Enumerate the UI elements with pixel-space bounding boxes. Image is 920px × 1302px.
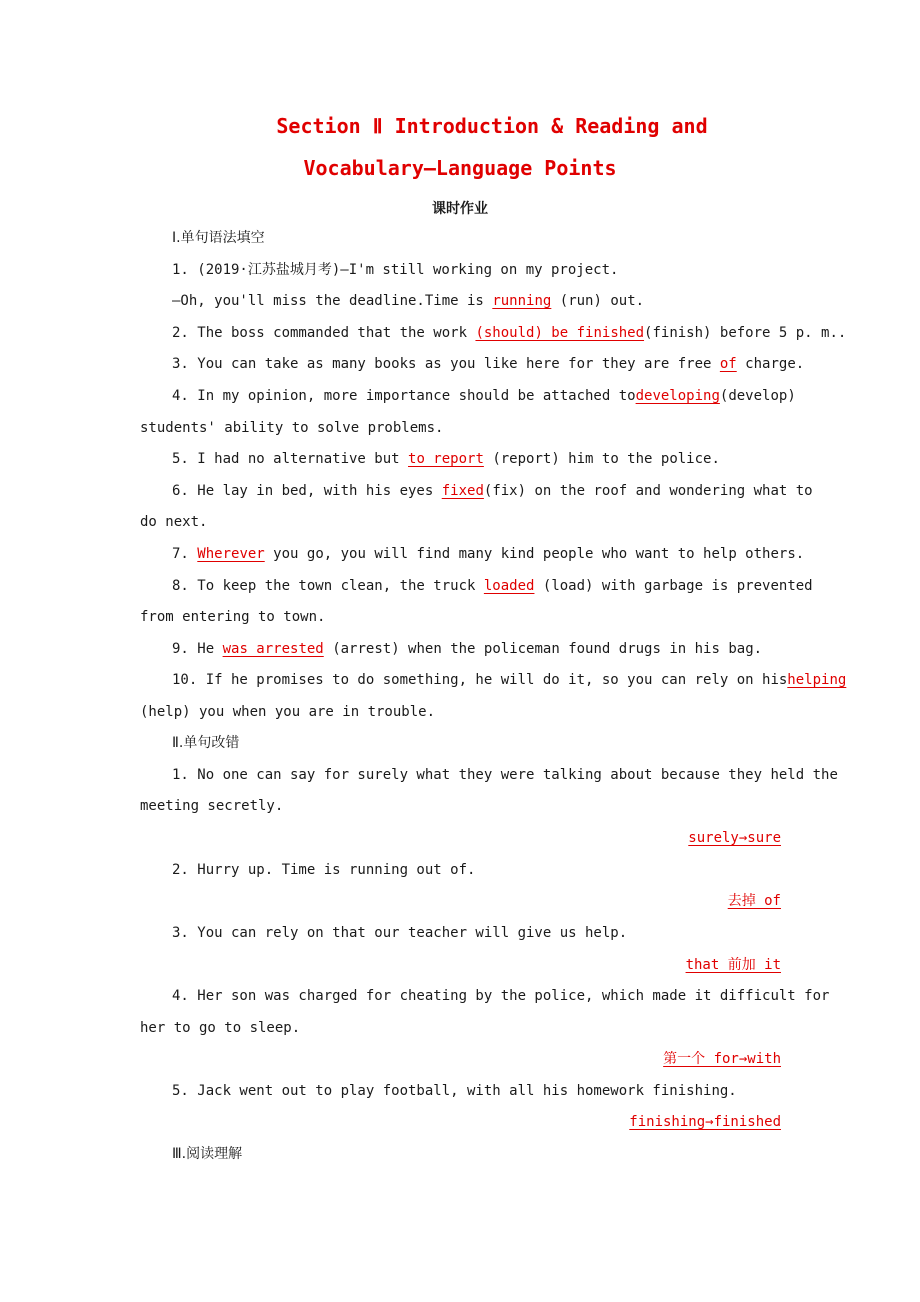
q4-line-2: students' ability to solve problems. <box>140 420 444 436</box>
s2-q4-line-2: her to go to sleep. <box>140 1020 301 1036</box>
q3-pre: 3. You can take as many books as you like here for they are free <box>172 356 712 372</box>
q3-answer: of <box>719 356 737 372</box>
q7-answer: Wherever <box>197 546 265 562</box>
q4-line-1 <box>172 387 796 405</box>
title-line-1: Section Ⅱ Introduction & Reading and <box>276 114 708 138</box>
q2-pre: 2. The boss commanded that the work <box>172 325 468 341</box>
s2-q5-line-1: 5. Jack went out to play football, with all his homework finishing. <box>172 1083 737 1099</box>
q2 <box>172 324 872 342</box>
q8-post: (load) with garbage is prevented <box>542 578 813 594</box>
q5-answer: to report <box>408 451 484 467</box>
q1-pre: —Oh, you'll miss the deadline.Time is <box>172 293 484 309</box>
q3 <box>172 355 872 373</box>
q10-answer: helping <box>787 672 847 688</box>
title-line-2: Vocabulary—Language Points <box>303 156 617 180</box>
q9-post: (arrest) when the policeman found drugs in his bag. <box>332 641 763 657</box>
q10-line-2: (help) you when you are in trouble. <box>140 704 436 720</box>
q7 <box>172 545 872 563</box>
q2-post: (finish) before 5 p. m.. <box>644 325 847 341</box>
s2-q3-answer: that 前加 it <box>685 957 781 973</box>
s2-q2-line-1: 2. Hurry up. Time is running out of. <box>172 862 476 878</box>
q1-line-1: 1. (2019·江苏盐城月考)—I'm still working on my project. <box>172 262 619 278</box>
q6-post: (fix) on the roof and wondering what to <box>483 483 813 499</box>
s2-q5-answer: finishing→finished <box>629 1114 781 1130</box>
q6-line-2: do next. <box>140 514 208 530</box>
q6-answer: fixed <box>441 483 484 499</box>
q3-post: charge. <box>745 356 805 372</box>
q5-pre: 5. I had no alternative but <box>172 451 400 467</box>
section-2-heading: Ⅱ.单句改错 <box>172 735 240 751</box>
s2-q2-answer: 去掉 of <box>727 893 781 909</box>
s2-q1-answer: surely→sure <box>688 830 781 846</box>
q8-line-1 <box>172 577 872 595</box>
q4-answer: developing <box>635 388 720 404</box>
q6-line-1 <box>172 482 872 500</box>
section-3-heading: Ⅲ.阅读理解 <box>172 1146 243 1162</box>
q7-pre: 7. <box>172 546 189 562</box>
q9 <box>172 640 872 658</box>
q8-answer: loaded <box>483 578 535 594</box>
s2-q3-line-1: 3. You can rely on that our teacher will give us help. <box>172 925 628 941</box>
q7-post: you go, you will find many kind people who want to help others. <box>273 546 805 562</box>
s2-q1-line-2: meeting secretly. <box>140 798 284 814</box>
q2-answer: (should) be finished <box>475 325 645 341</box>
s2-q4-answer: 第一个 for→with <box>663 1051 781 1067</box>
q1-answer: running <box>492 293 552 309</box>
q1-line-2 <box>172 292 872 310</box>
q9-pre: 9. He <box>172 641 215 657</box>
q10-line-1 <box>172 671 847 689</box>
q9-answer: was arrested <box>222 641 324 657</box>
q10-pre: 10. If he promises to do something, he will do it, so you can rely on his <box>172 672 788 688</box>
s2-q4-line-1: 4. Her son was charged for cheating by the police, which made it difficult for <box>172 988 830 1004</box>
q4-pre: 4. In my opinion, more importance should be attached to <box>172 388 636 404</box>
q1-post: (run) out. <box>559 293 645 309</box>
q6-pre: 6. He lay in bed, with his eyes <box>172 483 434 499</box>
subtitle: 课时作业 <box>432 201 488 217</box>
q5-post: (report) him to the police. <box>492 451 720 467</box>
s2-q1-line-1: 1. No one can say for surely what they were talking about because they held the <box>172 767 838 783</box>
q8-pre: 8. To keep the town clean, the truck <box>172 578 476 594</box>
q5 <box>172 450 872 468</box>
section-1-heading: Ⅰ.单句语法填空 <box>172 230 265 246</box>
q8-line-2: from entering to town. <box>140 609 326 625</box>
q4-post: (develop) <box>719 388 796 404</box>
